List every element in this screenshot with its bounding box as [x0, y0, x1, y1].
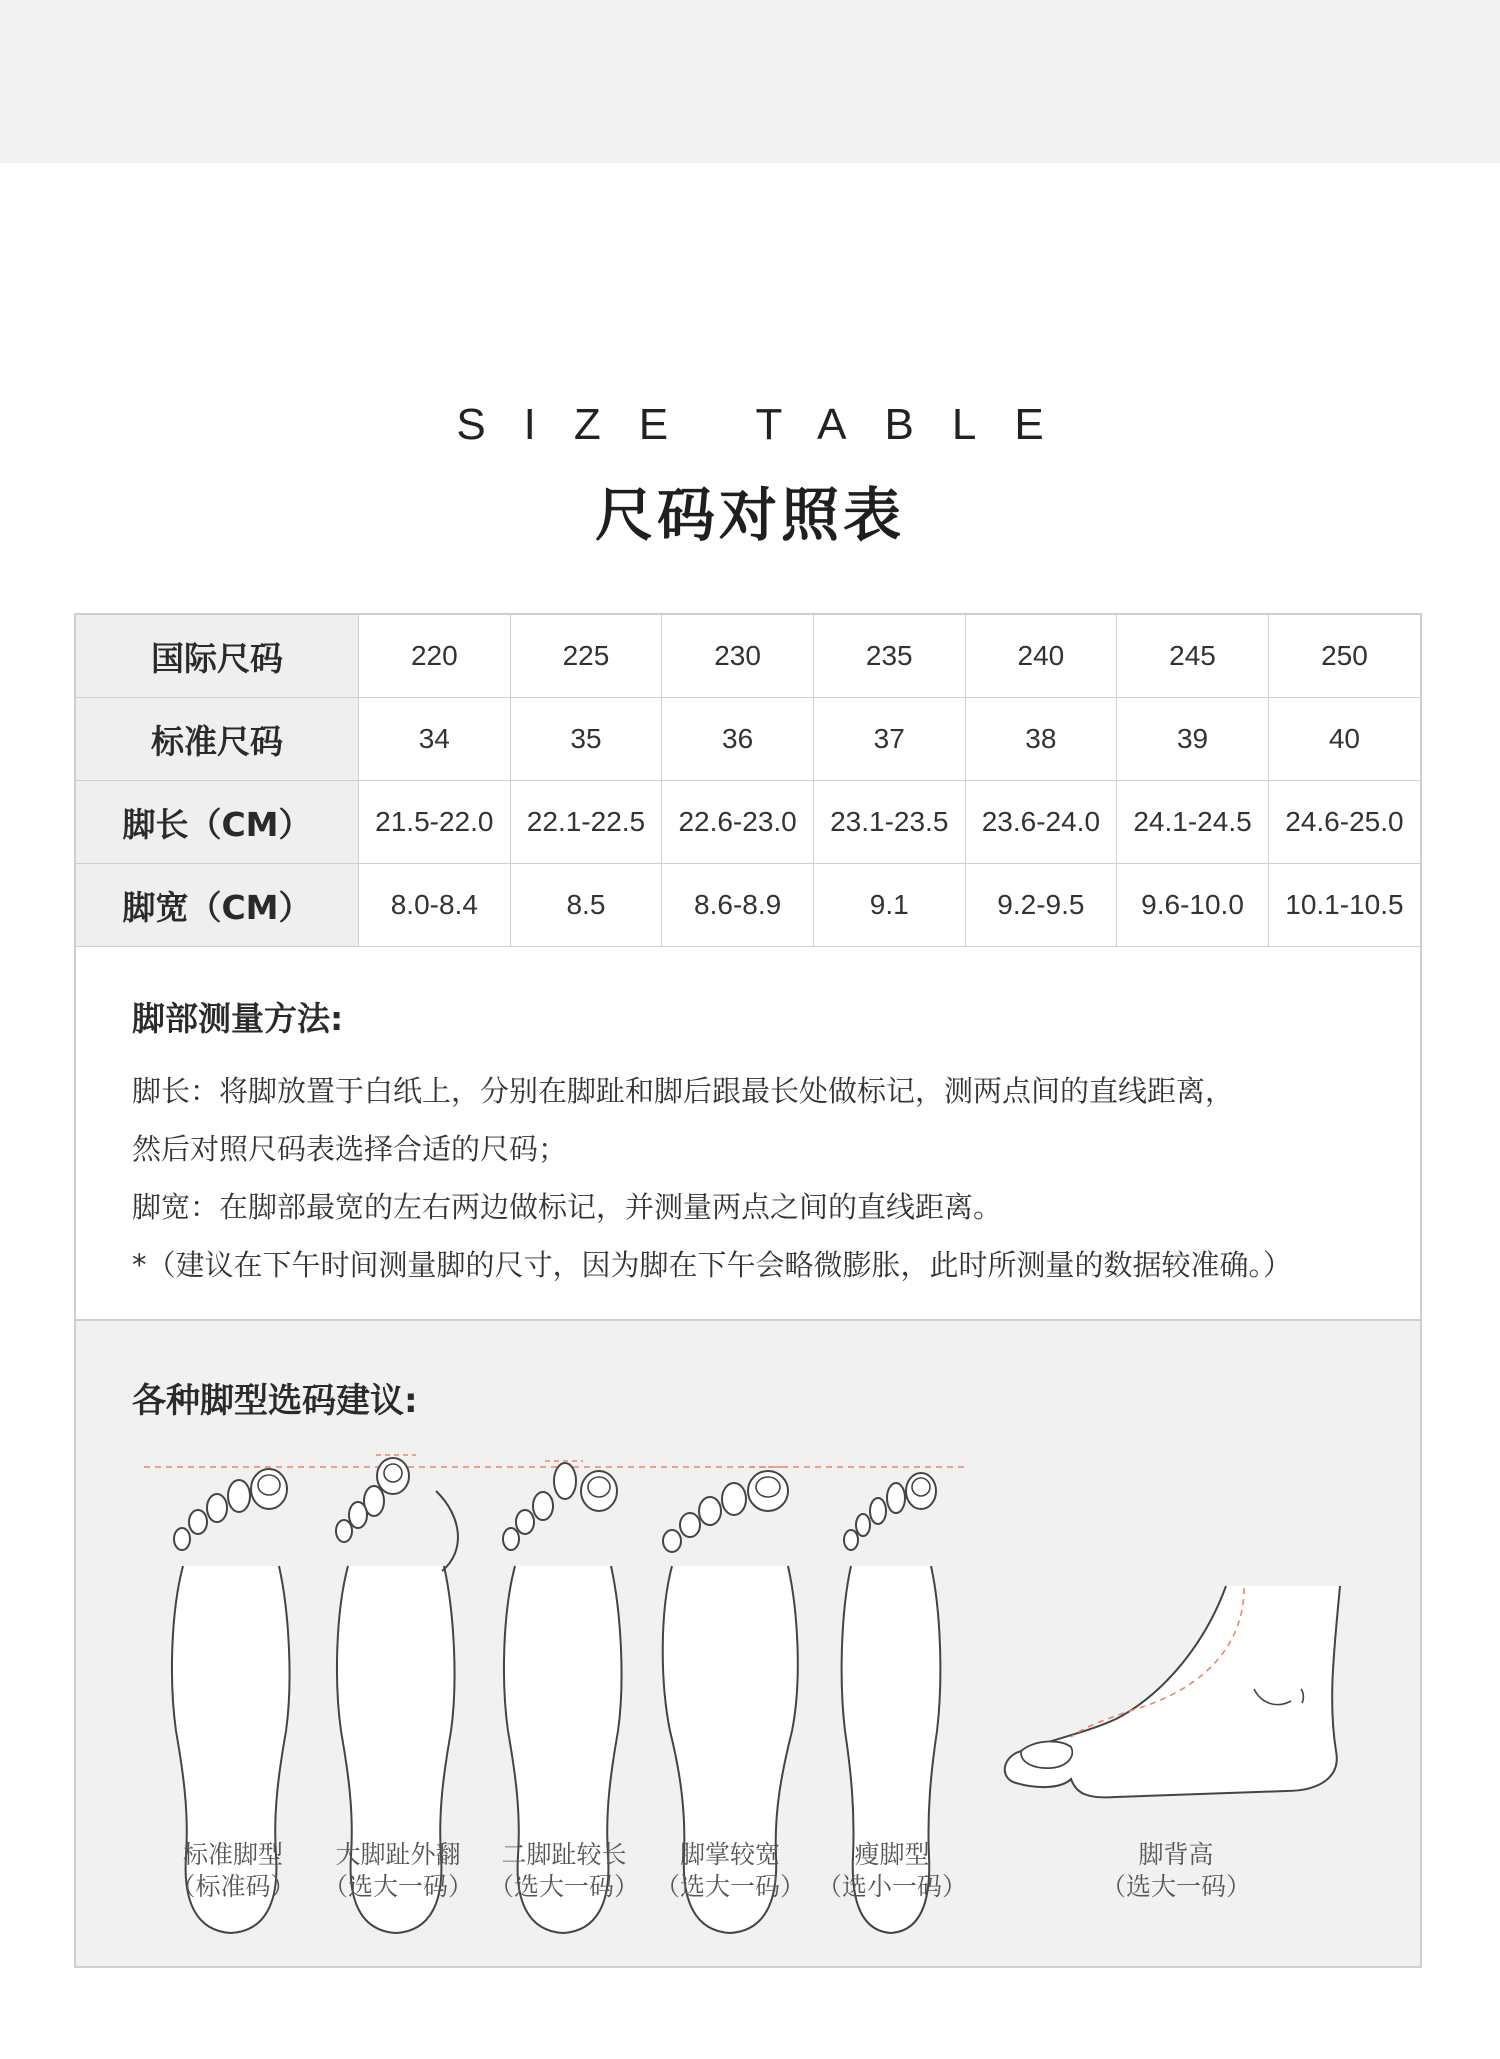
- foot-type-advice-section: [76, 1321, 1420, 1966]
- measure-method-section: [76, 953, 1420, 1321]
- method-heading: 脚部测量方法:: [132, 999, 344, 1038]
- foot-type-caption: [1086, 1839, 1266, 1903]
- high-instep-foot-icon: [1005, 1586, 1340, 1797]
- top-bar: [0, 0, 1500, 163]
- table-cell: 21.5-22.0: [359, 781, 511, 864]
- foot-type-name: 脚掌较宽: [679, 1840, 780, 1869]
- foot-type-caption: [308, 1839, 488, 1903]
- foot-type-caption: [474, 1839, 654, 1903]
- advice-heading: 各种脚型选码建议:: [132, 1381, 418, 1421]
- foot-type-advice: （选大一码）: [1100, 1872, 1251, 1901]
- foot-type-caption: [143, 1839, 323, 1903]
- table-cell: 9.2-9.5: [965, 864, 1117, 947]
- foot-type-caption: [640, 1839, 820, 1903]
- table-cell: 225: [510, 615, 662, 698]
- foot-type-name: 脚背高: [1138, 1840, 1214, 1869]
- foot-type-advice: （选大一码）: [488, 1872, 639, 1901]
- row-label: 国际尺码: [76, 615, 359, 698]
- table-cell: 230: [662, 615, 814, 698]
- foot-type-advice: （选大一码）: [654, 1872, 805, 1901]
- foot-type-advice: （标准码）: [170, 1872, 296, 1901]
- table-cell: 38: [965, 698, 1117, 781]
- table-cell: 220: [359, 615, 511, 698]
- table-cell: 39: [1117, 698, 1269, 781]
- table-cell: 250: [1268, 615, 1420, 698]
- method-line: 脚长：将脚放置于白纸上，分别在脚趾和脚后跟最长处做标记，测两点间的直线距离，: [132, 1074, 1235, 1108]
- table-row: [76, 698, 1420, 781]
- table-cell: 240: [965, 615, 1117, 698]
- row-label: 脚宽（CM）: [76, 864, 359, 947]
- foot-type-name: 瘦脚型: [854, 1840, 930, 1869]
- table-cell: 34: [359, 698, 511, 781]
- table-row: [76, 615, 1420, 698]
- table-cell: 22.1-22.5: [510, 781, 662, 864]
- method-line: 脚宽：在脚部最宽的左右两边做标记，并测量两点之间的直线距离。: [132, 1190, 1003, 1224]
- table-cell: 235: [813, 615, 965, 698]
- foot-type-name: 大脚趾外翻: [335, 1840, 461, 1869]
- table-cell: 9.6-10.0: [1117, 864, 1269, 947]
- table-cell: 9.1: [813, 864, 965, 947]
- table-row: [76, 781, 1420, 864]
- foot-type-advice: （选大一码）: [322, 1872, 473, 1901]
- table-cell: 36: [662, 698, 814, 781]
- size-table: [76, 615, 1420, 947]
- table-cell: 245: [1117, 615, 1269, 698]
- table-cell: 24.1-24.5: [1117, 781, 1269, 864]
- table-cell: 23.1-23.5: [813, 781, 965, 864]
- row-label: 标准尺码: [76, 698, 359, 781]
- title-chinese: 尺码对照表: [594, 481, 905, 549]
- table-cell: 22.6-23.0: [662, 781, 814, 864]
- table-cell: 8.6-8.9: [662, 864, 814, 947]
- table-cell: 23.6-24.0: [965, 781, 1117, 864]
- table-row: [76, 864, 1420, 947]
- foot-type-advice: （选小一码）: [816, 1872, 967, 1901]
- foot-type-caption: [802, 1839, 982, 1903]
- table-cell: 35: [510, 698, 662, 781]
- table-cell: 8.5: [510, 864, 662, 947]
- table-cell: 40: [1268, 698, 1420, 781]
- foot-type-name: 二脚趾较长: [501, 1840, 627, 1869]
- title-english: SIZE TABLE: [456, 400, 1082, 449]
- size-chart-frame: [74, 613, 1422, 1968]
- table-cell: 24.6-25.0: [1268, 781, 1420, 864]
- table-cell: 10.1-10.5: [1268, 864, 1420, 947]
- foot-type-name: 标准脚型: [182, 1840, 283, 1869]
- table-cell: 8.0-8.4: [359, 864, 511, 947]
- row-label: 脚长（CM）: [76, 781, 359, 864]
- table-cell: 37: [813, 698, 965, 781]
- method-line: *（建议在下午时间测量脚的尺寸，因为脚在下午会略微膨胀，此时所测量的数据较准确。）: [132, 1248, 1293, 1282]
- method-line: 然后对照尺码表选择合适的尺码；: [132, 1132, 568, 1166]
